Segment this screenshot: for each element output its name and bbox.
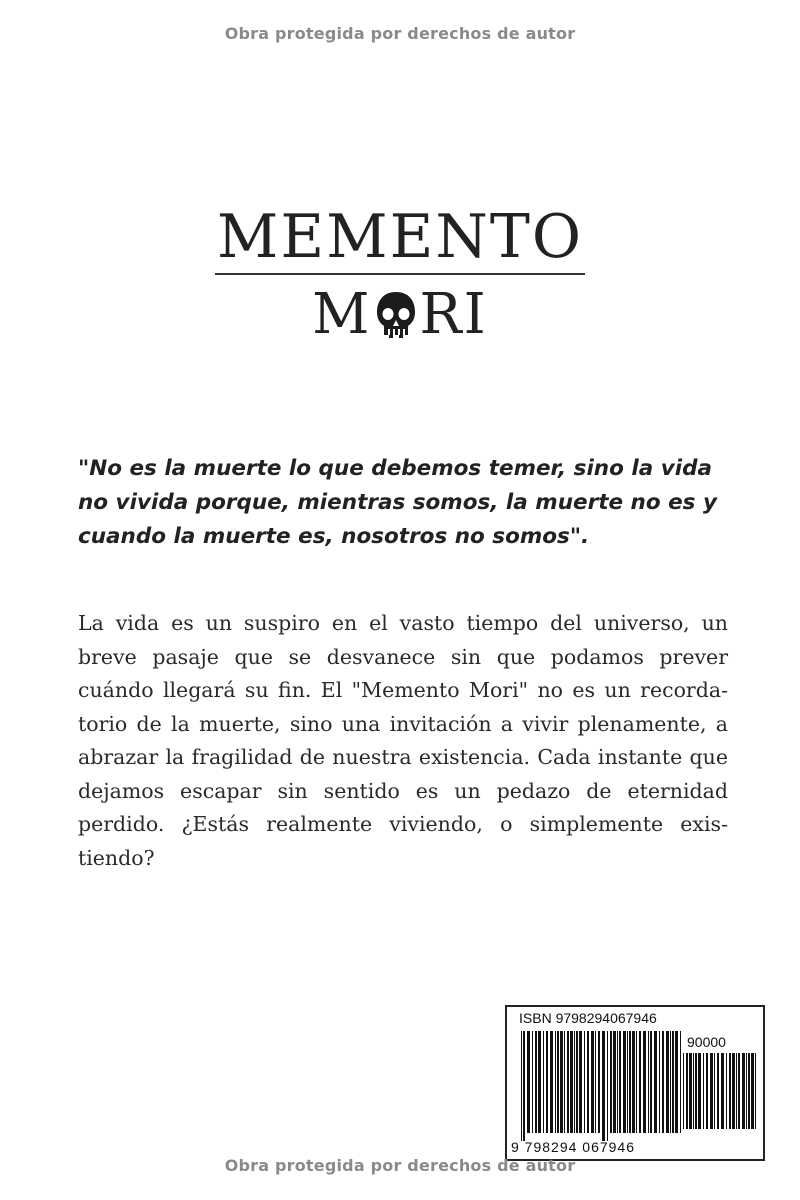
barcode-bar (714, 1053, 715, 1129)
barcode-bar (639, 1031, 641, 1133)
barcode-bar (650, 1031, 652, 1133)
back-cover-description: La vida es un suspiro en el vasto tiempo del universo, un breve pasaje que se desvanece sin que podamos prever cuándo llegará su fin. El "Memento Mori" no es un recordatorio de la muerte, sino una invitación a vivir plenamente, a abrazar la fragilidad de nuestra existencia. Cada instante que dejamos escapar sin sentido es un pedazo de eternidad perdido. ¿Estás realmente viviendo, o simplemente existiendo? (78, 611, 728, 870)
barcode-bar (680, 1031, 681, 1133)
barcode-bar (579, 1031, 582, 1133)
barcode-bar (717, 1053, 719, 1129)
barcode-bar (738, 1053, 740, 1129)
barcode-bar (643, 1031, 646, 1133)
skull-icon (374, 289, 418, 341)
title-line-mori (0, 282, 800, 347)
barcode-bar (732, 1053, 735, 1129)
isbn-barcode (505, 1005, 765, 1161)
barcode-bar (587, 1031, 589, 1133)
barcode-bar (659, 1031, 660, 1133)
addon-barcode-bars (683, 1053, 757, 1137)
isbn-label: ISBN 9798294067946 (519, 1010, 657, 1026)
barcode-bar (710, 1053, 713, 1129)
barcode-bar (535, 1031, 537, 1133)
barcode-bar (574, 1031, 575, 1133)
barcode-bar (527, 1031, 530, 1133)
barcode-bar (623, 1031, 626, 1133)
barcode-bar (751, 1053, 754, 1129)
copyright-watermark-bottom: Obra protegida por derechos de autor (224, 1156, 576, 1175)
barcode-bar (654, 1031, 657, 1133)
barcode-bar (523, 1031, 525, 1141)
barcode-bar (748, 1053, 750, 1129)
barcode-bar (532, 1031, 533, 1133)
barcode-bar (567, 1031, 569, 1133)
barcode-bar (666, 1031, 669, 1133)
barcode-bar (543, 1031, 544, 1133)
barcode-bar (683, 1053, 684, 1129)
barcode-bar (706, 1053, 708, 1129)
title-divider (215, 273, 585, 275)
barcode-bar (555, 1031, 556, 1133)
barcode-bar (610, 1031, 612, 1133)
copyright-watermark-top: Obra protegida por derechos de autor (224, 24, 576, 43)
barcode-bar (746, 1053, 747, 1129)
barcode-bar (703, 1053, 704, 1129)
isbn-digits: 9 798294 067946 (511, 1139, 635, 1155)
barcode-bar (627, 1031, 628, 1133)
barcode-bar (686, 1053, 688, 1129)
barcode-bar (560, 1031, 563, 1133)
barcode-bar (613, 1031, 616, 1133)
barcode-bar (550, 1031, 553, 1133)
barcode-bar (672, 1031, 674, 1133)
barcode-bar (729, 1053, 731, 1129)
ean-barcode-bars (521, 1031, 681, 1141)
barcode-bar (726, 1053, 727, 1129)
barcode-bar (742, 1053, 745, 1129)
barcode-bar (755, 1053, 756, 1129)
epigraph-quote: "No es la muerte lo que debemos temer, sino la vida no vivida porque, mientras somos, la muerte no es y cuando la muerte es, nosotros no somos". (78, 456, 717, 549)
title-letters-ri: RI (419, 282, 488, 347)
barcode-bar (617, 1031, 618, 1133)
title-line-memento: MEMENTO (216, 202, 584, 272)
barcode-bar (695, 1053, 697, 1129)
barcode-bar (521, 1031, 522, 1141)
barcode-bar (557, 1031, 559, 1133)
barcode-bar (576, 1031, 578, 1133)
barcode-bar (602, 1031, 605, 1141)
barcode-bar (670, 1031, 671, 1133)
barcode-bar (636, 1031, 637, 1133)
price-code: 90000 (687, 1034, 726, 1050)
barcode-bar (632, 1031, 635, 1133)
barcode-bar (689, 1053, 692, 1129)
barcode-bar (619, 1031, 621, 1133)
book-title (0, 202, 800, 347)
barcode-bar (736, 1053, 737, 1129)
barcode-bar (662, 1031, 664, 1133)
barcode-bar (598, 1031, 600, 1133)
barcode-bar (607, 1031, 608, 1141)
barcode-bar (584, 1031, 585, 1133)
barcode-bar (546, 1031, 548, 1133)
barcode-bar (698, 1053, 701, 1129)
barcode-bar (629, 1031, 631, 1133)
barcode-bar (595, 1031, 596, 1133)
barcode-bar (721, 1053, 724, 1129)
barcode-bar (538, 1031, 541, 1133)
barcode-bar (570, 1031, 573, 1133)
title-letter-m: M (312, 282, 372, 347)
barcode-bar (648, 1031, 649, 1133)
barcode-bar (693, 1053, 694, 1129)
barcode-bar (591, 1031, 594, 1133)
barcode-bar (564, 1031, 565, 1133)
barcode-bar (675, 1031, 678, 1133)
